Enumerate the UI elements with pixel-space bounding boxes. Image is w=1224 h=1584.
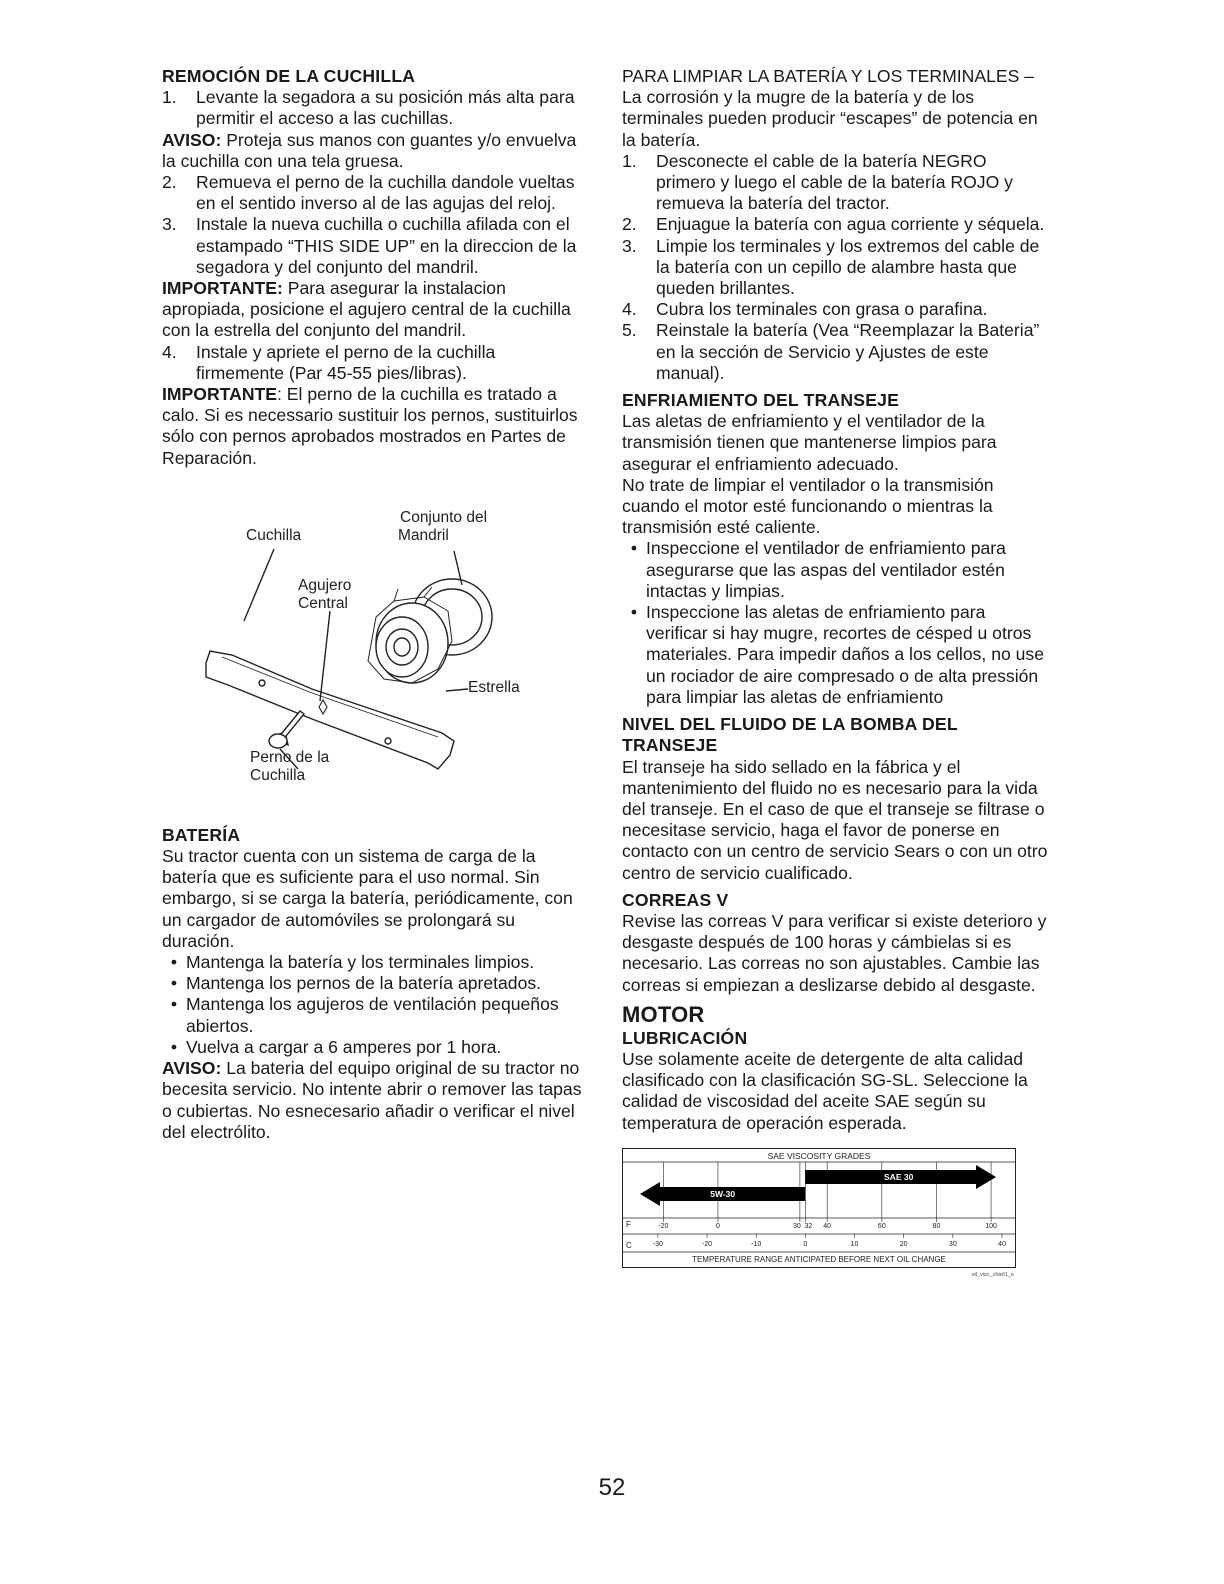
- c-tick-label: 0: [803, 1240, 808, 1248]
- bar-label-sae30: SAE 30: [884, 1171, 914, 1182]
- c-tick-label: -10: [751, 1240, 762, 1248]
- list-item: [162, 952, 586, 973]
- battery-intro: Su tractor cuenta con un sistema de carga de la batería que es suficiente para el uso normal. Sin embargo, si se carga la batería, periódicamente, con un cargador de automóviles se prolongará su duración.: [162, 846, 573, 951]
- list-item: [162, 172, 586, 214]
- f-tick-label: 0: [715, 1222, 720, 1230]
- bullet-text: Mantenga los agujeros de ventilación pequeños abiertos.: [186, 994, 559, 1036]
- cooling-paragraph: Las aletas de enfriamiento y el ventilador de la transmisión tienen que mantenerse limpios para asegurar el enfriamiento adecuado.: [622, 411, 997, 474]
- list-item: [162, 973, 586, 994]
- section-title-pump-fluid: NIVEL DEL FLUIDO DE LA BOMBA DEL TRANSEJE: [622, 714, 958, 756]
- c-tick-label: 30: [948, 1240, 957, 1248]
- bullet-icon: •: [170, 1036, 178, 1057]
- f-tick-label: 100: [985, 1222, 997, 1230]
- viscosity-chart: [622, 1148, 1016, 1285]
- subsection-title-lubrication: LUBRICACIÓN: [622, 1027, 748, 1048]
- c-tick-label: 40: [998, 1240, 1006, 1248]
- viscosity-chart-svg: [622, 1148, 1016, 1280]
- f-tick-label: 80: [932, 1222, 941, 1230]
- blade-diagram: [162, 493, 586, 813]
- step-number: 3.: [162, 214, 177, 235]
- clean-battery-intro: La corrosión y la mugre de la batería y de los terminales pueden producir “escapes” de potencia en la batería.: [622, 87, 1038, 150]
- label-conjunto-line1: Conjunto del: [400, 508, 488, 526]
- important-paragraph: [162, 278, 586, 342]
- bullet-text: Vuelva a cargar a 6 amperes por 1 hora.: [186, 1036, 502, 1057]
- f-tick-label: 60: [877, 1222, 886, 1230]
- list-item: [622, 236, 1050, 300]
- list-item: [622, 151, 1050, 215]
- bullet-text: Inspeccione las aletas de enfriamiento para verificar si hay mugre, recortes de césped u otros materiales. Para impedir daños a los cellos, no use un rociador de aire compresado o de alta pressión para limpiar las aletas de enfriamiento: [646, 602, 1045, 707]
- list-item: [622, 320, 1050, 384]
- important-text: : El perno de la cuchilla es tratado a calo. Si es necessario sustituir los pernos, sustituirlos sólo con pernos aprobados mostrados en Partes de Reparación.: [162, 384, 578, 468]
- f-axis-label: F: [626, 1219, 631, 1229]
- vbelts-paragraph: Revise las correas V para verificar si existe deterioro y desgaste después de 100 horas y cámbielas si es necesario. Las correas no son ajustables. Cambie las correas si empiezan a deslizarse debido al desgaste.: [622, 910, 1047, 995]
- page-number: 52: [598, 1474, 626, 1501]
- important-paragraph: [162, 384, 586, 469]
- step-text: Reinstale la batería (Vea “Reemplazar la Bateria” en la sección de Servicio y Ajustes de este manual).: [656, 320, 1040, 383]
- label-agujero-line1: Agujero: [298, 576, 352, 594]
- list-item: [162, 214, 586, 278]
- warning-paragraph: [162, 130, 586, 172]
- warning-text: Proteja sus manos con guantes y/o envuelva la cuchilla con una tela gruesa.: [162, 129, 577, 171]
- important-label: IMPORTANTE:: [162, 278, 283, 299]
- chart-title: SAE VISCOSITY GRADES: [767, 1150, 871, 1161]
- f-tick-label: 32: [804, 1222, 813, 1230]
- list-item: [622, 214, 1050, 235]
- bullet-icon: •: [170, 952, 178, 973]
- step-number: 1.: [622, 150, 637, 171]
- step-number: 1.: [162, 87, 177, 108]
- list-item: [162, 1037, 586, 1058]
- section-title-blade-removal: REMOCIÓN DE LA CUCHILLA: [162, 66, 416, 86]
- step-text: Instale la nueva cuchilla o cuchilla afilada con el estampado “THIS SIDE UP” en la direccion de la segadora y del conjunto del mandril.: [196, 214, 577, 277]
- bullet-icon: •: [630, 602, 638, 623]
- c-tick-label: 20: [899, 1240, 908, 1248]
- section-title-motor: MOTOR: [622, 1001, 705, 1027]
- step-text: Desconecte el cable de la batería NEGRO primero y luego el cable de la batería ROJO y remueva la batería del tractor.: [656, 150, 1013, 214]
- label-agujero-line2: Central: [298, 594, 348, 612]
- c-tick-label: -30: [652, 1240, 663, 1248]
- label-estrella: Estrella: [468, 678, 520, 696]
- warning-paragraph: [162, 1058, 586, 1143]
- section-title-battery: BATERÍA: [162, 824, 241, 845]
- left-column: [162, 66, 586, 1143]
- f-tick-label: 40: [823, 1222, 832, 1230]
- step-number: 5.: [622, 320, 637, 341]
- label-conjunto-line2: Mandril: [398, 526, 449, 544]
- bullet-icon: •: [630, 538, 638, 559]
- blade-illustration: [162, 493, 586, 813]
- step-number: 4.: [162, 341, 177, 362]
- important-label: IMPORTANTE: [162, 384, 278, 405]
- chart-frame: [623, 1148, 1016, 1267]
- list-item: [162, 87, 586, 129]
- important-text: Para asegurar la instalacion apropiada, posicione el agujero central de la cuchilla con la estrella del conjunto del mandril.: [162, 278, 571, 341]
- list-item: [162, 994, 586, 1036]
- bullet-text: Mantenga la batería y los terminales limpios.: [186, 952, 535, 973]
- warning-label: AVISO:: [162, 129, 222, 150]
- step-text: Enjuague la batería con agua corriente y séquela.: [656, 214, 1045, 235]
- chart-x-label: TEMPERATURE RANGE ANTICIPATED BEFORE NEXT OIL CHANGE: [692, 1254, 946, 1264]
- f-tick-label: -20: [658, 1222, 669, 1230]
- step-text: Limpie los terminales y los extremos del cable de la batería con un cepillo de alambre hasta que queden brillantes.: [656, 235, 1040, 299]
- step-number: 3.: [622, 235, 637, 256]
- c-axis-label: C: [626, 1240, 632, 1250]
- list-item: [622, 538, 1050, 602]
- section-title-vbelts: CORREAS V: [622, 889, 729, 910]
- right-column: [622, 66, 1050, 1285]
- step-text: Remueva el perno de la cuchilla dandole vueltas en el sentido inverso al de las agujas del reloj.: [196, 172, 575, 214]
- c-tick-label: 10: [850, 1240, 859, 1248]
- section-title-transaxle-cooling: ENFRIAMIENTO DEL TRANSEJE: [622, 390, 900, 411]
- bullet-text: Mantenga los pernos de la batería apretados.: [186, 973, 542, 994]
- bullet-icon: •: [170, 994, 178, 1015]
- step-text: Levante la segadora a su posición más alta para permitir el acceso a las cuchillas.: [196, 87, 575, 129]
- step-number: 4.: [622, 299, 637, 320]
- lubrication-paragraph: Use solamente aceite de detergente de alta calidad clasificado con la clasificación SG-SL. Seleccione la calidad de viscosidad del aceite SAE según su temperatura de operación esperada.: [622, 1048, 1028, 1133]
- pump-fluid-paragraph: El transeje ha sido sellado en la fábrica y el mantenimiento del fluido no es necesario para la vida del transeje. En el caso de que el transeje se filtrase o necesitase servicio, haga el favor de ponerse en contacto con un centro de servicio Sears o con un otro centro de servicio cualificado.: [622, 756, 1048, 883]
- label-perno-line2: Cuchilla: [250, 766, 306, 784]
- step-text: Instale y apriete el perno de la cuchilla firmemente (Par 45-55 pies/libras).: [196, 341, 496, 383]
- f-tick-label: 30: [792, 1222, 801, 1230]
- warning-label: AVISO:: [162, 1058, 222, 1079]
- step-number: 2.: [622, 214, 637, 235]
- warning-text: La bateria del equipo original de su tractor no becesita servicio. No intente abrir o remover las tapas o cubiertas. No esnecesario añadir o verificar el nivel del electrólito.: [162, 1058, 582, 1142]
- c-tick-label: -20: [701, 1240, 713, 1248]
- step-text: Cubra los terminales con grasa o parafina.: [656, 299, 988, 320]
- section-title-clean-battery: PARA LIMPIAR LA BATERÍA Y LOS TERMINALES –: [622, 66, 1034, 86]
- list-item: [622, 299, 1050, 320]
- bullet-icon: •: [170, 973, 178, 994]
- step-number: 2.: [162, 172, 177, 193]
- bar-label-5w30: 5W-30: [710, 1188, 736, 1199]
- cooling-paragraph: No trate de limpiar el ventilador o la transmisión cuando el motor esté funcionando o mientras la transmisión esté caliente.: [622, 474, 994, 538]
- list-item: [622, 602, 1050, 708]
- label-perno-line1: Perno de la: [250, 748, 330, 766]
- bullet-text: Inspeccione el ventilador de enfriamiento para asegurarse que las aspas del ventilador estén intactas y limpias.: [646, 538, 1006, 601]
- list-item: [162, 342, 586, 384]
- chart-code: oil_visc_chart1_e: [971, 1271, 1014, 1278]
- label-cuchilla: Cuchilla: [246, 526, 302, 544]
